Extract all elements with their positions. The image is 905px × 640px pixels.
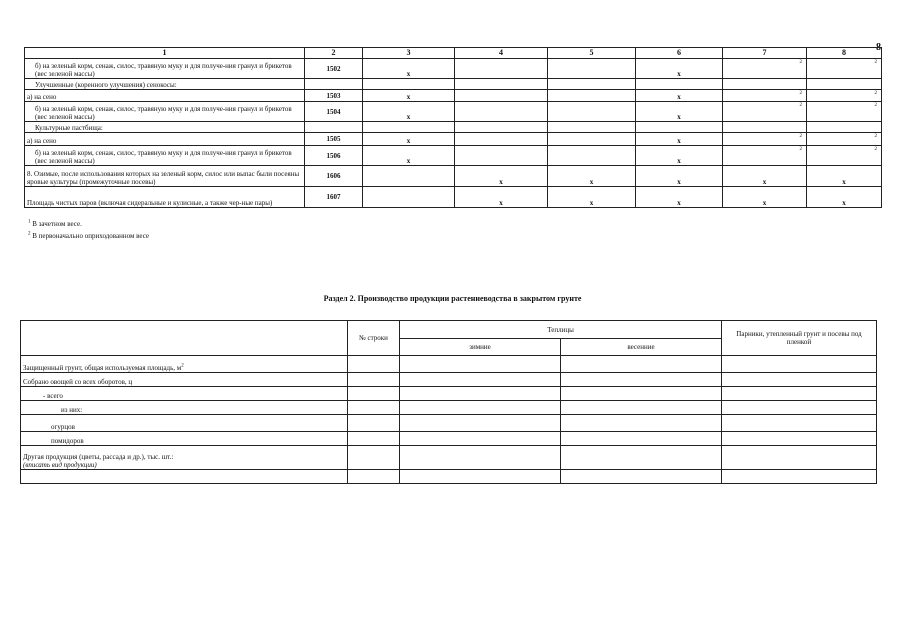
cell [455, 59, 548, 79]
table-row [25, 90, 882, 102]
cell [363, 79, 455, 90]
cell [348, 432, 400, 446]
footnote-mark: 2 [807, 146, 882, 166]
cell: x [723, 166, 807, 187]
greenhouses-header: Теплицы [400, 321, 722, 339]
table-row [21, 373, 877, 387]
table-row [21, 401, 877, 415]
cell [548, 122, 636, 133]
empty-header [21, 321, 348, 356]
row-code: 1502 [305, 59, 363, 79]
row-code: 1606 [305, 166, 363, 187]
cell [548, 133, 636, 146]
col-header-8: 8 [807, 48, 882, 59]
cell: x [636, 90, 723, 102]
row-label-text: Другая продукция (цветы, рассада и др.), тыс. шт.: [23, 453, 174, 461]
row-label: из них: [21, 401, 348, 415]
cell [636, 79, 723, 90]
table-row [21, 470, 877, 484]
footnote-2-mark: 2 [28, 231, 31, 237]
cell [723, 122, 807, 133]
table-row [21, 356, 877, 373]
header-row [21, 321, 877, 339]
footnote-mark: 2 [807, 90, 882, 102]
row-label-text: Защищенный грунт, общая используемая площадь, м [23, 364, 182, 372]
row-description: а) на сено [25, 133, 305, 146]
table-row [25, 146, 882, 166]
cell [400, 470, 561, 484]
table-row [25, 166, 882, 187]
cell: x [548, 166, 636, 187]
cell [400, 373, 561, 387]
cell [348, 446, 400, 470]
cell [722, 446, 877, 470]
cell [305, 79, 363, 90]
header-row [25, 48, 882, 59]
table-row [21, 446, 877, 470]
cell [348, 356, 400, 373]
cell: x [363, 90, 455, 102]
col-header-7: 7 [723, 48, 807, 59]
page-number: 8 [876, 42, 881, 53]
cell: x [363, 133, 455, 146]
footnote-mark: 2 [723, 90, 807, 102]
cell [348, 401, 400, 415]
cell [455, 146, 548, 166]
row-code: 1607 [305, 187, 363, 208]
cell [363, 166, 455, 187]
cell [561, 401, 722, 415]
row-number-header: № строки [348, 321, 400, 356]
cell: x [455, 166, 548, 187]
cell: x [723, 187, 807, 208]
cell [548, 146, 636, 166]
cell [400, 415, 561, 432]
greenhouse-table [20, 320, 877, 484]
spring-header: весенние [561, 339, 722, 356]
cell [722, 401, 877, 415]
table-row [21, 432, 877, 446]
table-row [25, 59, 882, 79]
cell: x [636, 166, 723, 187]
row-label [21, 446, 348, 470]
cell [722, 373, 877, 387]
col-header-2: 2 [305, 48, 363, 59]
cell [400, 356, 561, 373]
cell [561, 356, 722, 373]
cell [561, 415, 722, 432]
cell [363, 187, 455, 208]
cell [348, 387, 400, 401]
cell [807, 79, 882, 90]
cell [400, 432, 561, 446]
footnote-1-mark: 1 [28, 219, 31, 225]
cell [455, 79, 548, 90]
row-label [21, 356, 348, 373]
footnote-mark: 2 [723, 102, 807, 122]
cell [455, 122, 548, 133]
cell [400, 387, 561, 401]
cell [548, 90, 636, 102]
cell [548, 102, 636, 122]
cell [548, 79, 636, 90]
cell: x [807, 187, 882, 208]
table-row [25, 79, 882, 90]
cell [722, 415, 877, 432]
cell: x [636, 133, 723, 146]
cell [561, 470, 722, 484]
row-code: 1503 [305, 90, 363, 102]
cell [348, 373, 400, 387]
row-description: б) на зеленый корм, сенаж, силос, травяную муку и для получе-ния гранул и брикетов (вес зеленой массы) [25, 102, 305, 122]
winter-header: зимние [400, 339, 561, 356]
cell [348, 415, 400, 432]
cell [21, 470, 348, 484]
cell [400, 401, 561, 415]
cell: x [363, 146, 455, 166]
cell: x [548, 187, 636, 208]
cell: x [455, 187, 548, 208]
cell [348, 470, 400, 484]
row-description: а) на сено [25, 90, 305, 102]
cell [548, 59, 636, 79]
table-row [25, 102, 882, 122]
row-description: Культурные пастбища: [25, 122, 305, 133]
cell [722, 387, 877, 401]
col-header-1: 1 [25, 48, 305, 59]
table-row [25, 187, 882, 208]
footnote-mark: 2 [807, 102, 882, 122]
row-label: огурцов [21, 415, 348, 432]
cell: x [636, 187, 723, 208]
col-header-5: 5 [548, 48, 636, 59]
row-description: б) на зеленый корм, сенаж, силос, травяную муку и для получе-ния гранул и брикетов (вес зеленой массы) [25, 59, 305, 79]
cell [455, 102, 548, 122]
cell [455, 90, 548, 102]
row-label-hint: (вписать вид продукции) [23, 461, 97, 469]
row-label: Собрано овощей со всех оборотов, ц [21, 373, 348, 387]
row-description: 8. Озимые, после использования которых на зеленый корм, силос или выпас были посеяны яровые культуры (промежуточные посевы) [25, 166, 305, 187]
col-header-3: 3 [363, 48, 455, 59]
cell: x [363, 102, 455, 122]
row-label: помидоров [21, 432, 348, 446]
cell [807, 122, 882, 133]
cell [305, 122, 363, 133]
table-row [25, 133, 882, 146]
cell: x [363, 59, 455, 79]
table-row [21, 387, 877, 401]
cell [561, 373, 722, 387]
hotbeds-header: Парники, утепленный грунт и посевы под пленкой [722, 321, 877, 356]
row-code: 1505 [305, 133, 363, 146]
table-row [21, 415, 877, 432]
cell [561, 432, 722, 446]
footnote-2-text: В первоначально оприходованном весе [30, 232, 150, 240]
row-description: б) на зеленый корм, сенаж, силос, травяную муку и для получе-ния гранул и брикетов (вес зеленой массы) [25, 146, 305, 166]
row-code: 1504 [305, 102, 363, 122]
cell [723, 79, 807, 90]
cell: x [636, 59, 723, 79]
footnote-2 [28, 232, 149, 240]
row-label: - всего [21, 387, 348, 401]
row-code: 1506 [305, 146, 363, 166]
cell [561, 446, 722, 470]
footnote-mark: 2 [807, 133, 882, 146]
cell [636, 122, 723, 133]
cell [561, 387, 722, 401]
crop-table [24, 47, 882, 208]
cell [400, 446, 561, 470]
row-description: Площадь чистых паров (включая сидеральные и кулисные, а также чер-ные пары) [25, 187, 305, 208]
footnote-1 [28, 220, 82, 228]
col-header-6: 6 [636, 48, 723, 59]
row-label-sup: 2 [181, 363, 184, 369]
footnote-mark: 2 [807, 59, 882, 79]
cell [722, 356, 877, 373]
cell: x [807, 166, 882, 187]
footnote-mark: 2 [723, 133, 807, 146]
cell: x [636, 102, 723, 122]
table-row [25, 122, 882, 133]
cell [455, 133, 548, 146]
section-2-title: Раздел 2. Производство продукции растениеводства в закрытом грунте [323, 294, 582, 303]
cell [722, 470, 877, 484]
footnote-1-text: В зачетном весе. [30, 220, 82, 228]
footnote-mark: 2 [723, 146, 807, 166]
footnote-mark: 2 [723, 59, 807, 79]
col-header-4: 4 [455, 48, 548, 59]
cell: x [636, 146, 723, 166]
cell [363, 122, 455, 133]
cell [722, 432, 877, 446]
row-description: Улучшенные (коренного улучшения) сенокосы: [25, 79, 305, 90]
